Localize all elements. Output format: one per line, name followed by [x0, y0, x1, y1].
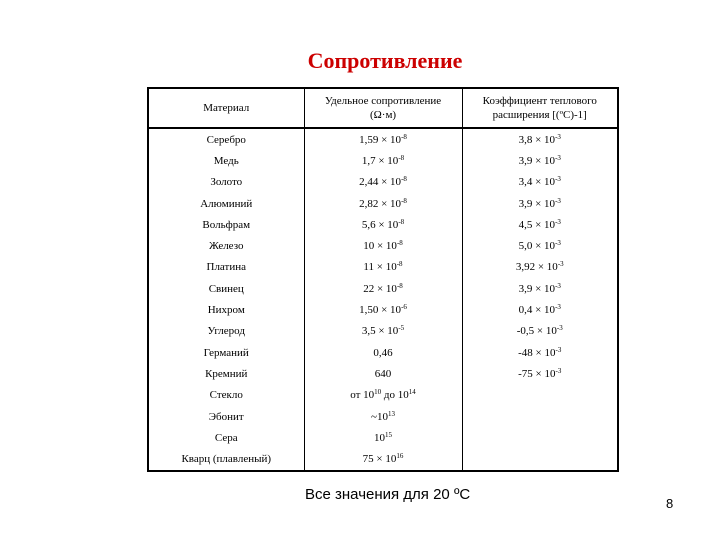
- cell-resistivity: $75 \times 10^{16}$: [304, 448, 462, 470]
- table-row: [148, 128, 618, 150]
- cell-coefficient: [462, 385, 618, 406]
- cell-coefficient: $3,9 \times 10^{-3}$: [462, 278, 618, 299]
- cell-material: Кварц (плавленый): [148, 448, 304, 470]
- cell-resistivity: $2,44 \times 10^{-8}$: [304, 172, 462, 193]
- header-resistivity-line2: (Ω·м): [369, 109, 397, 121]
- table-row: [148, 427, 618, 448]
- table-row: [148, 342, 618, 363]
- cell-coefficient: $0,4 \times 10^{-3}$: [462, 299, 618, 320]
- cell-coefficient: [462, 448, 618, 470]
- cell-material: Вольфрам: [148, 214, 304, 235]
- cell-material: Серебро: [148, 128, 304, 150]
- cell-coefficient: $3,92 \times 10^{-3}$: [462, 257, 618, 278]
- table-row: [148, 235, 618, 256]
- cell-material: Нихром: [148, 299, 304, 320]
- cell-material: Золото: [148, 172, 304, 193]
- cell-material: Медь: [148, 150, 304, 171]
- cell-coefficient: [462, 406, 618, 427]
- cell-resistivity: $11 \times 10^{-8}$: [304, 257, 462, 278]
- cell-material: Стекло: [148, 385, 304, 406]
- cell-resistivity: $2,82 \times 10^{-8}$: [304, 193, 462, 214]
- table-row: [148, 150, 618, 171]
- cell-coefficient: $3,8 \times 10^{-3}$: [462, 128, 618, 150]
- cell-resistivity: $3,5 \times 10^{-5}$: [304, 321, 462, 342]
- cell-resistivity: $5,6 \times 10^{-8}$: [304, 214, 462, 235]
- cell-material: Эбонит: [148, 406, 304, 427]
- cell-resistivity: $\sim 10^{13}$: [304, 406, 462, 427]
- table-row: [148, 257, 618, 278]
- cell-material: Кремний: [148, 363, 304, 384]
- cell-coefficient: $5,0 \times 10^{-3}$: [462, 235, 618, 256]
- cell-coefficient: $3,9 \times 10^{-3}$: [462, 150, 618, 171]
- table-row: [148, 385, 618, 406]
- table-row: [148, 193, 618, 214]
- table-row: [148, 363, 618, 384]
- cell-coefficient: $-48 \times 10^{-3}$: [462, 342, 618, 363]
- header-coefficient: [462, 88, 618, 128]
- cell-coefficient: $3,4 \times 10^{-3}$: [462, 172, 618, 193]
- footnote: Все значения для 20 ºC: [305, 486, 471, 503]
- table-row: [148, 321, 618, 342]
- cell-coefficient: $3,9 \times 10^{-3}$: [462, 193, 618, 214]
- header-resistivity-line1: Удельное сопротивление: [324, 95, 442, 107]
- table-header-row: [148, 88, 618, 128]
- table-row: [148, 278, 618, 299]
- cell-resistivity: $1,59 \times 10^{-8}$: [304, 128, 462, 150]
- cell-material: Германий: [148, 342, 304, 363]
- header-coefficient-line2: расширения [(ºC)-1]: [492, 109, 587, 121]
- header-resistivity: [304, 88, 462, 128]
- cell-resistivity: $1,50 \times 10^{-6}$: [304, 299, 462, 320]
- cell-resistivity: $1,7 \times 10^{-8}$: [304, 150, 462, 171]
- cell-resistivity: 0,46: [304, 342, 462, 363]
- cell-coefficient: $4,5 \times 10^{-3}$: [462, 214, 618, 235]
- cell-material: Железо: [148, 235, 304, 256]
- cell-resistivity: 640: [304, 363, 462, 384]
- table-row: [148, 172, 618, 193]
- resistivity-table: [147, 87, 619, 472]
- page-title: Сопротивление: [307, 48, 463, 73]
- cell-material: Сера: [148, 427, 304, 448]
- header-material: Материал: [148, 88, 304, 128]
- table-row: [148, 214, 618, 235]
- cell-resistivity: $10^{15}$: [304, 427, 462, 448]
- cell-coefficient: $-0,5 \times 10^{-3}$: [462, 321, 618, 342]
- cell-material: Алюминий: [148, 193, 304, 214]
- cell-coefficient: $-75 \times 10^{-3}$: [462, 363, 618, 384]
- cell-resistivity: $10 \times 10^{-8}$: [304, 235, 462, 256]
- header-coefficient-line1: Коэффициент теплового: [482, 95, 597, 107]
- cell-resistivity: от $10^{10}$ до $10^{14}$: [304, 385, 462, 406]
- page-number: 8: [666, 496, 674, 511]
- table-row: [148, 448, 618, 470]
- cell-material: Свинец: [148, 278, 304, 299]
- cell-coefficient: [462, 427, 618, 448]
- table-row: [148, 406, 618, 427]
- table-row: [148, 299, 618, 320]
- cell-material: Платина: [148, 257, 304, 278]
- cell-resistivity: $22 \times 10^{-8}$: [304, 278, 462, 299]
- cell-material: Углерод: [148, 321, 304, 342]
